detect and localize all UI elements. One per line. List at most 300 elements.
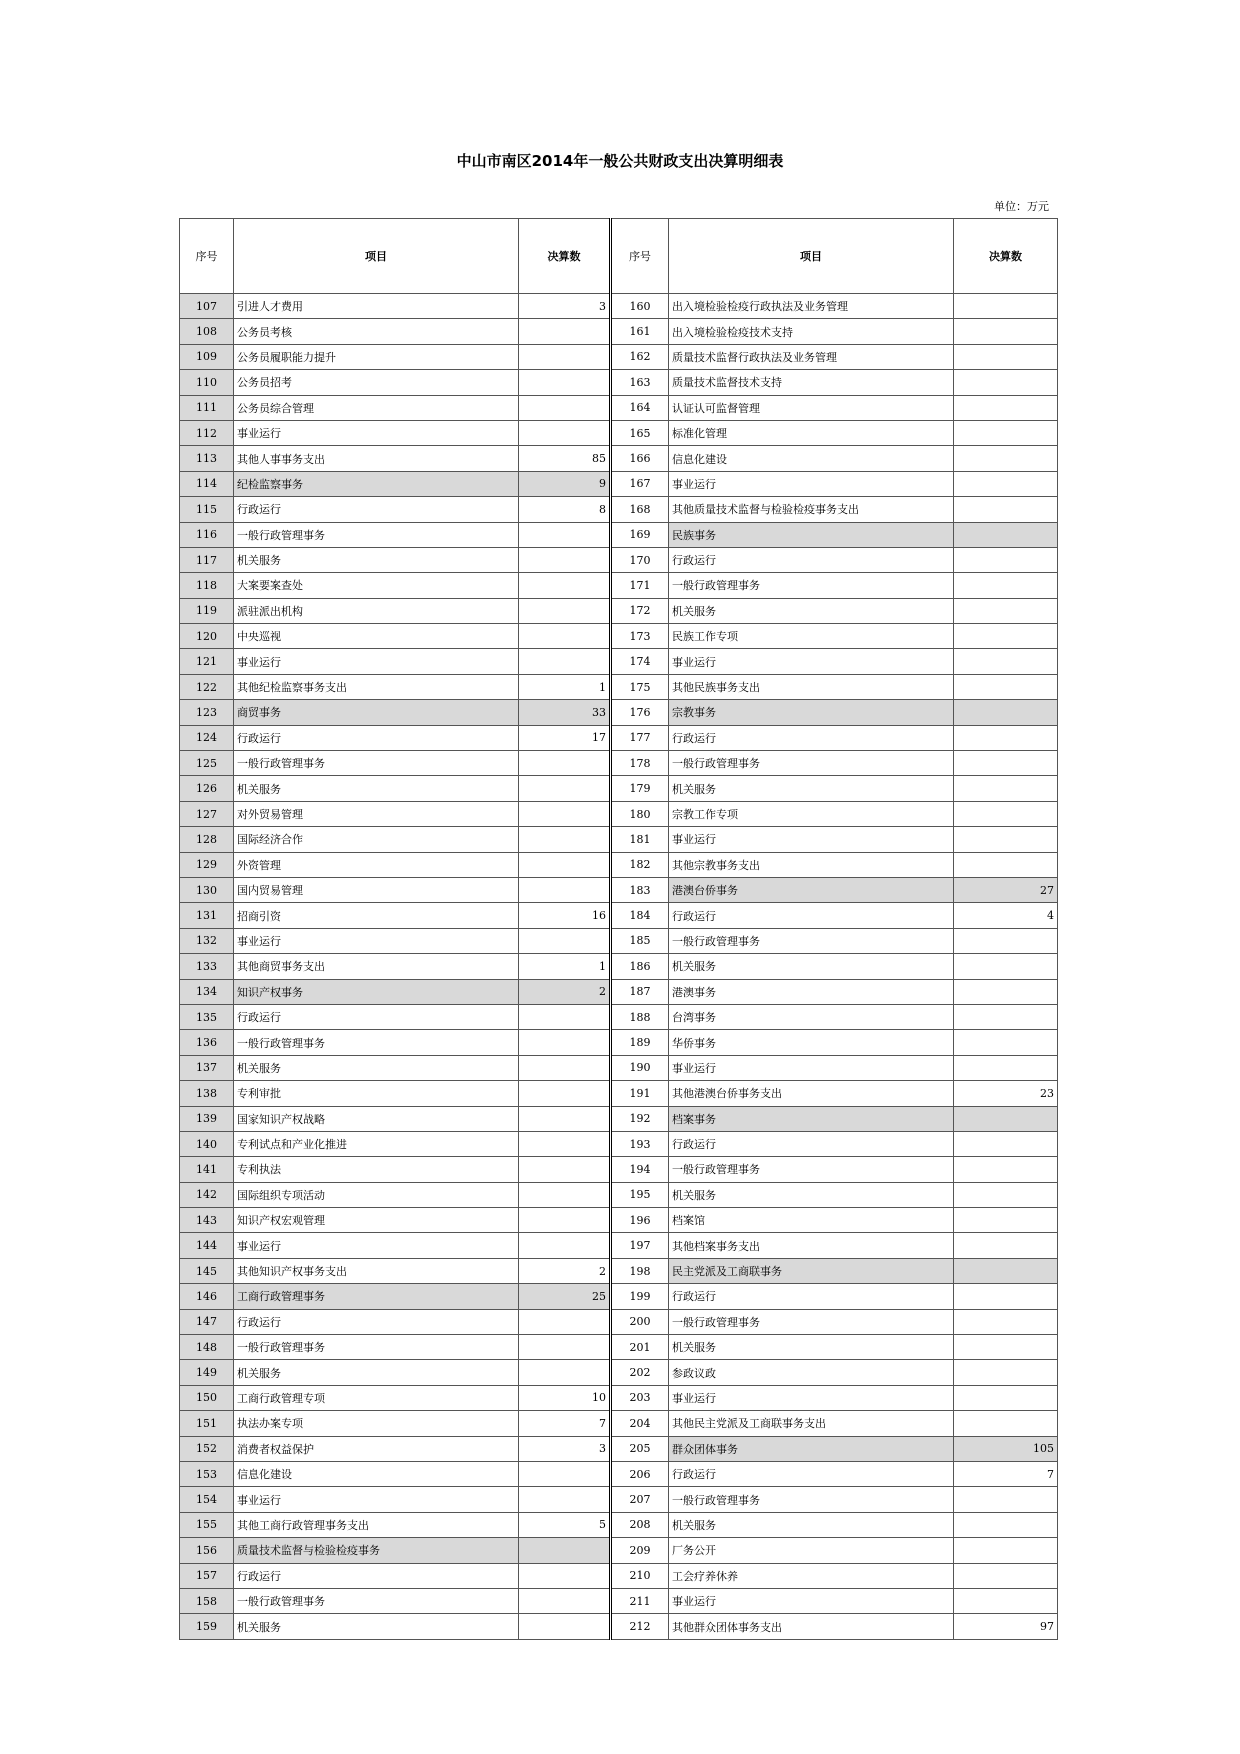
expenditure-table [179, 218, 1058, 1640]
row-seq: 115 [180, 497, 234, 522]
row-amount [954, 547, 1058, 572]
unit-label: 单位：万元 [994, 200, 1049, 213]
row-seq: 120 [180, 624, 234, 649]
row-item: 知识产权宏观管理 [234, 1208, 519, 1233]
row-seq: 205 [611, 1436, 669, 1461]
row-seq: 176 [611, 700, 669, 725]
row-amount [954, 395, 1058, 420]
row-seq: 187 [611, 979, 669, 1004]
table-row [180, 877, 1058, 902]
row-amount [954, 1131, 1058, 1156]
row-amount [519, 1208, 611, 1233]
category-item: 商贸事务 [234, 700, 519, 725]
row-amount [519, 598, 611, 623]
row-amount: 5 [519, 1512, 611, 1537]
row-amount [954, 1258, 1058, 1283]
row-amount [519, 1588, 611, 1613]
row-seq: 206 [611, 1461, 669, 1486]
category-item: 民主党派及工商联事务 [669, 1258, 954, 1283]
row-seq: 154 [180, 1487, 234, 1512]
row-seq: 181 [611, 827, 669, 852]
row-item: 对外贸易管理 [234, 801, 519, 826]
row-amount [954, 776, 1058, 801]
row-amount [954, 319, 1058, 344]
row-seq: 188 [611, 1004, 669, 1029]
row-amount: 23 [954, 1081, 1058, 1106]
table-row [180, 294, 1058, 319]
row-seq: 159 [180, 1614, 234, 1639]
row-item: 机关服务 [669, 1512, 954, 1537]
row-item: 其他宗教事务支出 [669, 852, 954, 877]
category-item: 知识产权事务 [234, 979, 519, 1004]
table-row [180, 547, 1058, 572]
header-amount: 决算数 [519, 219, 611, 294]
row-amount [954, 446, 1058, 471]
row-amount: 3 [519, 1436, 611, 1461]
table-row [180, 801, 1058, 826]
row-item: 国家知识产权战略 [234, 1106, 519, 1131]
row-item: 专利执法 [234, 1157, 519, 1182]
row-seq: 145 [180, 1258, 234, 1283]
row-amount: 8 [519, 497, 611, 522]
row-amount [954, 497, 1058, 522]
row-item: 行政运行 [234, 1004, 519, 1029]
row-amount: 97 [954, 1614, 1058, 1639]
row-item: 港澳事务 [669, 979, 954, 1004]
row-amount [519, 547, 611, 572]
row-seq: 124 [180, 725, 234, 750]
row-seq: 190 [611, 1055, 669, 1080]
row-seq: 173 [611, 624, 669, 649]
row-item: 机关服务 [669, 776, 954, 801]
row-item: 机关服务 [669, 954, 954, 979]
row-seq: 189 [611, 1030, 669, 1055]
row-amount [519, 1233, 611, 1258]
row-seq: 128 [180, 827, 234, 852]
row-amount [954, 674, 1058, 699]
row-seq: 202 [611, 1360, 669, 1385]
row-amount: 7 [519, 1411, 611, 1436]
row-item: 公务员招考 [234, 370, 519, 395]
row-item: 行政运行 [669, 903, 954, 928]
row-item: 引进人才费用 [234, 294, 519, 319]
row-amount [954, 344, 1058, 369]
table-row [180, 1233, 1058, 1258]
row-amount [954, 1182, 1058, 1207]
row-amount [954, 1360, 1058, 1385]
row-amount: 1 [519, 954, 611, 979]
row-amount [519, 573, 611, 598]
table-row [180, 598, 1058, 623]
row-amount [954, 598, 1058, 623]
row-item: 事业运行 [669, 649, 954, 674]
table-row [180, 827, 1058, 852]
row-amount: 4 [954, 903, 1058, 928]
table-row [180, 471, 1058, 496]
row-item: 档案馆 [669, 1208, 954, 1233]
row-item: 一般行政管理事务 [669, 1487, 954, 1512]
row-amount: 9 [519, 471, 611, 496]
row-item: 事业运行 [669, 1588, 954, 1613]
row-amount [954, 1284, 1058, 1309]
row-item: 一般行政管理事务 [669, 573, 954, 598]
table-row [180, 1309, 1058, 1334]
table-row [180, 674, 1058, 699]
row-seq: 142 [180, 1182, 234, 1207]
row-amount [519, 1309, 611, 1334]
table-row [180, 624, 1058, 649]
row-seq: 151 [180, 1411, 234, 1436]
row-item: 行政运行 [234, 1309, 519, 1334]
table-row [180, 1208, 1058, 1233]
table-row [180, 1157, 1058, 1182]
row-seq: 163 [611, 370, 669, 395]
row-item: 行政运行 [234, 497, 519, 522]
row-item: 行政运行 [234, 1563, 519, 1588]
row-seq: 114 [180, 471, 234, 496]
row-seq: 148 [180, 1335, 234, 1360]
row-amount [954, 1030, 1058, 1055]
category-item: 纪检监察事务 [234, 471, 519, 496]
row-item: 事业运行 [669, 827, 954, 852]
row-item: 行政运行 [669, 547, 954, 572]
row-seq: 200 [611, 1309, 669, 1334]
row-amount [519, 928, 611, 953]
row-item: 行政运行 [234, 725, 519, 750]
row-amount: 2 [519, 979, 611, 1004]
row-seq: 170 [611, 547, 669, 572]
row-item: 信息化建设 [234, 1461, 519, 1486]
row-amount: 1 [519, 674, 611, 699]
row-seq: 172 [611, 598, 669, 623]
row-seq: 136 [180, 1030, 234, 1055]
category-item: 档案事务 [669, 1106, 954, 1131]
row-item: 执法办案专项 [234, 1411, 519, 1436]
row-item: 招商引资 [234, 903, 519, 928]
row-seq: 118 [180, 573, 234, 598]
row-seq: 117 [180, 547, 234, 572]
row-item: 机关服务 [234, 1614, 519, 1639]
table-row [180, 954, 1058, 979]
row-seq: 141 [180, 1157, 234, 1182]
row-seq: 132 [180, 928, 234, 953]
row-item: 宗教工作专项 [669, 801, 954, 826]
table-row [180, 1258, 1058, 1283]
row-seq: 193 [611, 1131, 669, 1156]
row-seq: 129 [180, 852, 234, 877]
category-item: 港澳台侨事务 [669, 877, 954, 902]
row-seq: 137 [180, 1055, 234, 1080]
row-amount [954, 1335, 1058, 1360]
table-row [180, 1284, 1058, 1309]
row-item: 一般行政管理事务 [234, 1030, 519, 1055]
row-amount [519, 1538, 611, 1563]
table-row [180, 1538, 1058, 1563]
row-seq: 133 [180, 954, 234, 979]
table-row [180, 700, 1058, 725]
row-item: 国际组织专项活动 [234, 1182, 519, 1207]
row-amount [519, 649, 611, 674]
row-seq: 208 [611, 1512, 669, 1537]
table-row [180, 573, 1058, 598]
row-seq: 160 [611, 294, 669, 319]
row-seq: 204 [611, 1411, 669, 1436]
table-row [180, 1106, 1058, 1131]
row-seq: 108 [180, 319, 234, 344]
row-seq: 139 [180, 1106, 234, 1131]
row-amount [954, 1004, 1058, 1029]
row-seq: 157 [180, 1563, 234, 1588]
row-seq: 183 [611, 877, 669, 902]
row-item: 事业运行 [234, 649, 519, 674]
row-item: 国内贸易管理 [234, 877, 519, 902]
row-seq: 149 [180, 1360, 234, 1385]
row-seq: 179 [611, 776, 669, 801]
row-amount [519, 319, 611, 344]
row-amount [954, 1208, 1058, 1233]
row-amount [954, 1563, 1058, 1588]
row-item: 事业运行 [234, 1487, 519, 1512]
row-amount [519, 1004, 611, 1029]
row-amount [954, 1233, 1058, 1258]
row-amount [519, 1335, 611, 1360]
row-item: 外资管理 [234, 852, 519, 877]
row-seq: 113 [180, 446, 234, 471]
row-amount: 7 [954, 1461, 1058, 1486]
row-item: 事业运行 [234, 420, 519, 445]
row-amount [954, 852, 1058, 877]
row-seq: 211 [611, 1588, 669, 1613]
row-amount [954, 1538, 1058, 1563]
row-seq: 203 [611, 1385, 669, 1410]
table-row [180, 852, 1058, 877]
row-seq: 191 [611, 1081, 669, 1106]
row-amount: 2 [519, 1258, 611, 1283]
row-item: 消费者权益保护 [234, 1436, 519, 1461]
row-amount [519, 751, 611, 776]
row-seq: 153 [180, 1461, 234, 1486]
row-seq: 186 [611, 954, 669, 979]
row-item: 一般行政管理事务 [234, 522, 519, 547]
row-seq: 140 [180, 1131, 234, 1156]
row-seq: 150 [180, 1385, 234, 1410]
row-item: 中央巡视 [234, 624, 519, 649]
row-amount [519, 827, 611, 852]
category-item: 民族事务 [669, 522, 954, 547]
row-amount [954, 1588, 1058, 1613]
row-item: 专利审批 [234, 1081, 519, 1106]
table-row [180, 1411, 1058, 1436]
table-row [180, 1030, 1058, 1055]
table-row [180, 903, 1058, 928]
row-amount: 10 [519, 1385, 611, 1410]
row-seq: 169 [611, 522, 669, 547]
row-amount [954, 954, 1058, 979]
row-seq: 144 [180, 1233, 234, 1258]
row-amount: 33 [519, 700, 611, 725]
category-item: 工商行政管理事务 [234, 1284, 519, 1309]
row-amount [954, 624, 1058, 649]
row-amount [519, 1030, 611, 1055]
row-item: 事业运行 [234, 1233, 519, 1258]
row-seq: 171 [611, 573, 669, 598]
table-row [180, 1588, 1058, 1613]
table-row [180, 928, 1058, 953]
row-seq: 122 [180, 674, 234, 699]
row-item: 机关服务 [234, 547, 519, 572]
row-seq: 143 [180, 1208, 234, 1233]
table-header-row [180, 219, 1058, 294]
row-seq: 162 [611, 344, 669, 369]
row-item: 公务员考核 [234, 319, 519, 344]
table-row [180, 522, 1058, 547]
row-amount: 17 [519, 725, 611, 750]
row-amount [954, 1487, 1058, 1512]
row-item: 公务员综合管理 [234, 395, 519, 420]
table-row [180, 1436, 1058, 1461]
table-row [180, 1614, 1058, 1639]
row-amount [519, 370, 611, 395]
category-item: 群众团体事务 [669, 1436, 954, 1461]
row-amount [519, 395, 611, 420]
row-item: 事业运行 [669, 1055, 954, 1080]
row-seq: 192 [611, 1106, 669, 1131]
row-amount [954, 294, 1058, 319]
table-row [180, 420, 1058, 445]
table-row [180, 1461, 1058, 1486]
row-amount [954, 649, 1058, 674]
table-row [180, 344, 1058, 369]
row-item: 事业运行 [234, 928, 519, 953]
row-item: 其他民族事务支出 [669, 674, 954, 699]
row-amount [954, 700, 1058, 725]
row-item: 厂务公开 [669, 1538, 954, 1563]
row-item: 其他纪检监察事务支出 [234, 674, 519, 699]
table-row [180, 751, 1058, 776]
row-seq: 107 [180, 294, 234, 319]
row-seq: 164 [611, 395, 669, 420]
row-seq: 201 [611, 1335, 669, 1360]
row-amount [954, 471, 1058, 496]
category-item: 宗教事务 [669, 700, 954, 725]
row-item: 其他商贸事务支出 [234, 954, 519, 979]
table-row [180, 1081, 1058, 1106]
row-seq: 167 [611, 471, 669, 496]
table-row [180, 319, 1058, 344]
row-amount [954, 1411, 1058, 1436]
row-seq: 185 [611, 928, 669, 953]
row-amount [954, 1055, 1058, 1080]
row-amount [519, 344, 611, 369]
row-seq: 146 [180, 1284, 234, 1309]
row-seq: 121 [180, 649, 234, 674]
row-item: 其他民主党派及工商联事务支出 [669, 1411, 954, 1436]
row-seq: 112 [180, 420, 234, 445]
row-item: 一般行政管理事务 [669, 1309, 954, 1334]
row-amount [954, 979, 1058, 1004]
row-amount [519, 1081, 611, 1106]
row-amount: 27 [954, 877, 1058, 902]
table-row [180, 1182, 1058, 1207]
row-item: 事业运行 [669, 471, 954, 496]
row-amount [954, 827, 1058, 852]
row-amount [519, 1487, 611, 1512]
row-seq: 134 [180, 979, 234, 1004]
table-row [180, 776, 1058, 801]
row-amount [954, 1512, 1058, 1537]
row-amount [954, 420, 1058, 445]
row-amount [519, 1614, 611, 1639]
row-amount [519, 522, 611, 547]
row-amount [954, 1157, 1058, 1182]
row-amount [954, 751, 1058, 776]
row-amount [519, 776, 611, 801]
row-amount: 85 [519, 446, 611, 471]
row-amount [519, 420, 611, 445]
row-amount: 3 [519, 294, 611, 319]
table-row [180, 1360, 1058, 1385]
row-seq: 207 [611, 1487, 669, 1512]
row-item: 行政运行 [669, 1284, 954, 1309]
row-item: 工商行政管理专项 [234, 1385, 519, 1410]
row-amount: 105 [954, 1436, 1058, 1461]
row-item: 机关服务 [234, 1055, 519, 1080]
row-item: 大案要案查处 [234, 573, 519, 598]
row-item: 其他档案事务支出 [669, 1233, 954, 1258]
header-item: 项目 [669, 219, 954, 294]
row-seq: 126 [180, 776, 234, 801]
row-seq: 198 [611, 1258, 669, 1283]
row-item: 台湾事务 [669, 1004, 954, 1029]
row-seq: 166 [611, 446, 669, 471]
row-item: 出入境检验检疫行政执法及业务管理 [669, 294, 954, 319]
row-item: 行政运行 [669, 725, 954, 750]
row-item: 一般行政管理事务 [234, 1588, 519, 1613]
header-item: 项目 [234, 219, 519, 294]
table-row [180, 1131, 1058, 1156]
row-seq: 152 [180, 1436, 234, 1461]
table-row [180, 1512, 1058, 1537]
row-item: 一般行政管理事务 [234, 751, 519, 776]
table-row [180, 395, 1058, 420]
row-amount: 16 [519, 903, 611, 928]
row-seq: 196 [611, 1208, 669, 1233]
row-seq: 212 [611, 1614, 669, 1639]
row-amount [954, 801, 1058, 826]
row-item: 质量技术监督行政执法及业务管理 [669, 344, 954, 369]
row-item: 其他群众团体事务支出 [669, 1614, 954, 1639]
row-item: 派驻派出机构 [234, 598, 519, 623]
page-title: 中山市南区2014年一般公共财政支出决算明细表 [456, 152, 784, 170]
row-seq: 155 [180, 1512, 234, 1537]
row-seq: 175 [611, 674, 669, 699]
row-amount [519, 852, 611, 877]
row-amount [519, 801, 611, 826]
row-seq: 197 [611, 1233, 669, 1258]
category-item: 质量技术监督与检验检疫事务 [234, 1538, 519, 1563]
header-seq: 序号 [611, 219, 669, 294]
row-amount [519, 1106, 611, 1131]
row-seq: 210 [611, 1563, 669, 1588]
row-amount [954, 522, 1058, 547]
row-amount [519, 1182, 611, 1207]
table-row [180, 497, 1058, 522]
row-item: 华侨事务 [669, 1030, 954, 1055]
row-seq: 168 [611, 497, 669, 522]
row-seq: 209 [611, 1538, 669, 1563]
row-seq: 131 [180, 903, 234, 928]
row-amount [519, 1157, 611, 1182]
